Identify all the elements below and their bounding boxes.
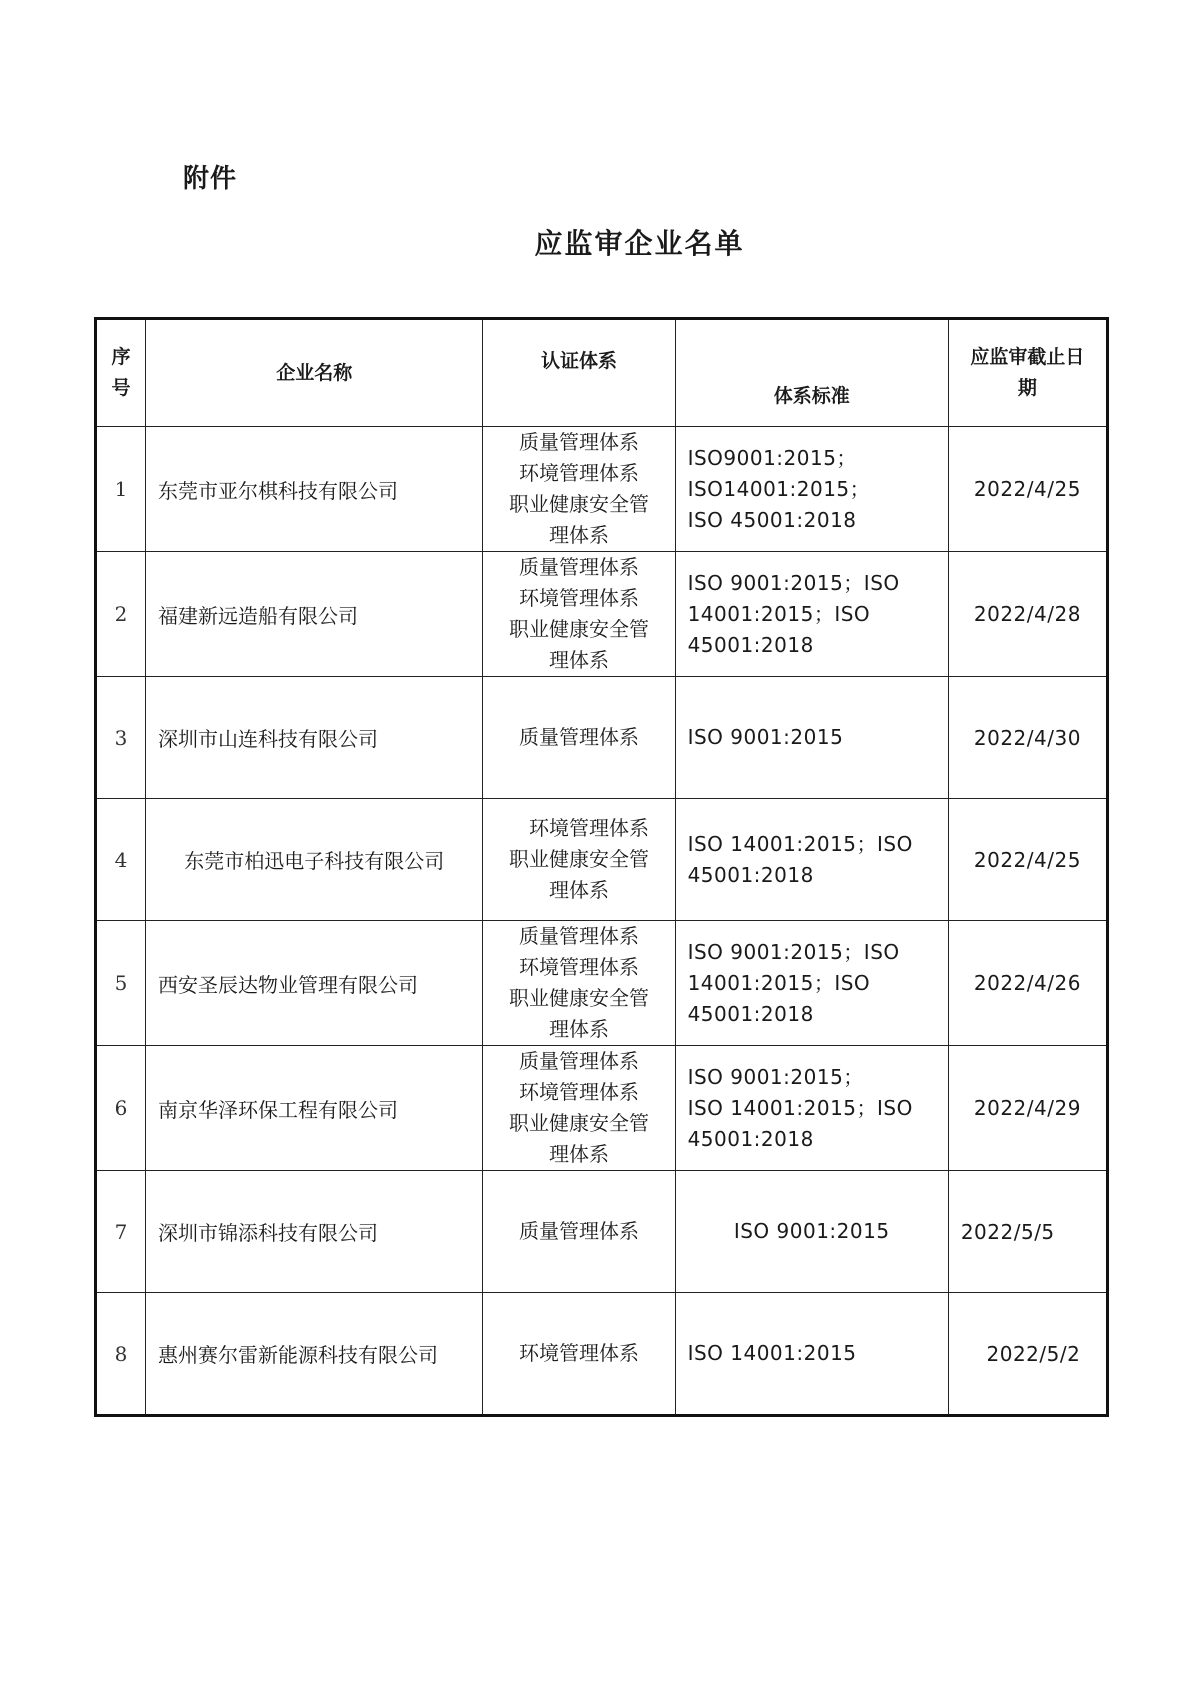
system-line: 职业健康安全管 bbox=[508, 1111, 649, 1135]
standard-line: 45001:2018 bbox=[687, 1126, 814, 1151]
standard-line: ISO 9001:2015 bbox=[733, 1219, 890, 1243]
row-certification-systems bbox=[483, 1293, 675, 1416]
audit-enterprise-table bbox=[94, 317, 1109, 1417]
system-line: 质量管理体系 bbox=[518, 725, 639, 749]
table-row bbox=[96, 799, 1108, 921]
system-line: 质量管理体系 bbox=[518, 430, 639, 454]
system-line: 质量管理体系 bbox=[518, 1049, 639, 1073]
system-line: 职业健康安全管 bbox=[508, 492, 649, 516]
system-line: 环境管理体系 bbox=[518, 955, 639, 979]
row-system-standards bbox=[675, 427, 948, 552]
system-line: 职业健康安全管 bbox=[508, 986, 649, 1010]
standard-line: ISO 14001:2015；ISO bbox=[687, 1095, 913, 1120]
system-line: 环境管理体系 bbox=[518, 1341, 639, 1365]
standard-line: ISO 14001:2015；ISO bbox=[687, 831, 913, 856]
header-certification-system: 认证体系 bbox=[483, 319, 675, 427]
row-system-standards bbox=[675, 1171, 948, 1293]
system-line: 理体系 bbox=[548, 878, 609, 902]
system-line: 质量管理体系 bbox=[518, 555, 639, 579]
row-deadline: 2022/5/5 bbox=[948, 1171, 1107, 1293]
row-company-name: 福建新远造船有限公司 bbox=[146, 552, 483, 677]
system-line: 理体系 bbox=[548, 1142, 609, 1166]
table-row bbox=[96, 1046, 1108, 1171]
row-serial-number: 5 bbox=[96, 921, 146, 1046]
row-company-name: 惠州赛尔雷新能源科技有限公司 bbox=[146, 1293, 483, 1416]
header-serial-number bbox=[96, 319, 146, 427]
row-deadline: 2022/4/28 bbox=[948, 552, 1107, 677]
system-line: 质量管理体系 bbox=[518, 1219, 639, 1243]
standard-line: ISO14001:2015； bbox=[687, 476, 871, 501]
system-line: 职业健康安全管 bbox=[508, 617, 649, 641]
row-company-name: 深圳市山连科技有限公司 bbox=[146, 677, 483, 799]
table-header-row bbox=[96, 319, 1108, 427]
row-serial-number: 3 bbox=[96, 677, 146, 799]
system-line: 环境管理体系 bbox=[518, 461, 639, 485]
standard-line: ISO 9001:2015 bbox=[687, 725, 844, 749]
header-deadline-line: 应监审截止日 bbox=[970, 346, 1085, 368]
system-line: 理体系 bbox=[548, 523, 609, 547]
header-serial-number-line: 序 bbox=[111, 346, 131, 368]
row-deadline: 2022/4/29 bbox=[948, 1046, 1107, 1171]
system-line: 环境管理体系 bbox=[518, 1080, 639, 1104]
table-row bbox=[96, 427, 1108, 552]
row-deadline: 2022/5/2 bbox=[948, 1293, 1107, 1416]
row-certification-systems bbox=[483, 1046, 675, 1171]
table-row bbox=[96, 1171, 1108, 1293]
table-row bbox=[96, 921, 1108, 1046]
standard-line: 14001:2015；ISO bbox=[687, 970, 871, 995]
row-system-standards bbox=[675, 1046, 948, 1171]
row-certification-systems bbox=[483, 552, 675, 677]
row-system-standards bbox=[675, 552, 948, 677]
row-serial-number: 8 bbox=[96, 1293, 146, 1416]
system-line: 理体系 bbox=[548, 1017, 609, 1041]
row-company-name: 深圳市锦添科技有限公司 bbox=[146, 1171, 483, 1293]
standard-line: ISO 14001:2015 bbox=[687, 1341, 857, 1365]
attachment-label: 附件 bbox=[183, 164, 238, 194]
row-serial-number: 7 bbox=[96, 1171, 146, 1293]
row-system-standards bbox=[675, 1293, 948, 1416]
row-serial-number: 2 bbox=[96, 552, 146, 677]
row-deadline: 2022/4/25 bbox=[948, 799, 1107, 921]
row-deadline: 2022/4/26 bbox=[948, 921, 1107, 1046]
header-serial-number-line: 号 bbox=[111, 377, 131, 399]
row-system-standards bbox=[675, 921, 948, 1046]
standard-line: 45001:2018 bbox=[687, 862, 814, 887]
row-deadline: 2022/4/30 bbox=[948, 677, 1107, 799]
standard-line: 45001:2018 bbox=[687, 1001, 814, 1026]
standard-line: ISO 9001:2015；ISO bbox=[687, 939, 900, 964]
row-certification-systems bbox=[483, 427, 675, 552]
row-system-standards bbox=[675, 799, 948, 921]
system-line: 质量管理体系 bbox=[518, 924, 639, 948]
standard-line: 45001:2018 bbox=[687, 632, 814, 657]
row-certification-systems bbox=[483, 677, 675, 799]
system-line: 职业健康安全管 bbox=[508, 847, 649, 871]
row-company-name: 东莞市亚尔棋科技有限公司 bbox=[146, 427, 483, 552]
row-company-name: 南京华泽环保工程有限公司 bbox=[146, 1046, 483, 1171]
row-certification-systems bbox=[483, 921, 675, 1046]
system-line: 环境管理体系 bbox=[518, 586, 639, 610]
system-line: 环境管理体系 bbox=[528, 816, 649, 840]
standard-line: 14001:2015；ISO bbox=[687, 601, 871, 626]
standard-line: ISO9001:2015； bbox=[687, 445, 857, 470]
row-company-name: 西安圣辰达物业管理有限公司 bbox=[146, 921, 483, 1046]
row-certification-systems bbox=[483, 1171, 675, 1293]
row-system-standards bbox=[675, 677, 948, 799]
row-deadline: 2022/4/25 bbox=[948, 427, 1107, 552]
row-serial-number: 4 bbox=[96, 799, 146, 921]
table-row bbox=[96, 1293, 1108, 1416]
table-row bbox=[96, 677, 1108, 799]
header-company-name: 企业名称 bbox=[146, 319, 483, 427]
standard-line: ISO 45001:2018 bbox=[687, 507, 857, 532]
document-title: 应监审企业名单 bbox=[534, 227, 745, 260]
table-row bbox=[96, 552, 1108, 677]
header-system-standard: 体系标准 bbox=[675, 319, 948, 427]
header-deadline bbox=[948, 319, 1107, 427]
row-certification-systems bbox=[483, 799, 675, 921]
row-company-name: 东莞市柏迅电子科技有限公司 bbox=[146, 799, 483, 921]
row-serial-number: 1 bbox=[96, 427, 146, 552]
system-line: 理体系 bbox=[548, 648, 609, 672]
standard-line: ISO 9001:2015；ISO bbox=[687, 570, 900, 595]
standard-line: ISO 9001:2015； bbox=[687, 1064, 864, 1089]
header-deadline-line: 期 bbox=[1017, 377, 1037, 399]
row-serial-number: 6 bbox=[96, 1046, 146, 1171]
